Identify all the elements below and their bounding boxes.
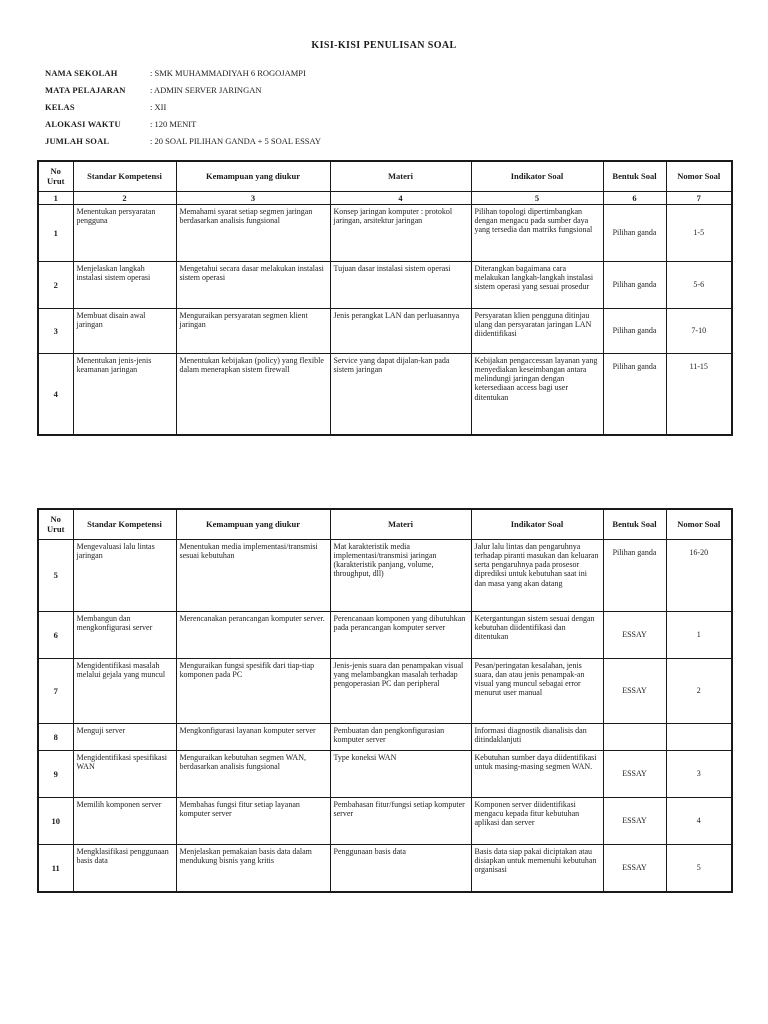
cell-kemampuan: Menguraikan fungsi spesifik dari tiap-tiap komponen pada PC	[176, 658, 330, 723]
cell-materi: Penggunaan basis data	[330, 844, 471, 892]
cell-bentuk-soal: ESSAY	[603, 750, 666, 797]
cell-no-urut: 2	[38, 261, 73, 308]
cell-indikator-soal: Pesan/peringatan kesalahan, jenis suara, dan atau jenis penampak-an visual yang muncul sebagai error menurut user manual	[471, 658, 603, 723]
cell-standar-kompetensi: Memilih komponen server	[73, 797, 176, 844]
cell-bentuk-soal: ESSAY	[603, 611, 666, 658]
cell-nomor-soal: 4	[666, 797, 732, 844]
col-number: 4	[330, 191, 471, 204]
cell-bentuk-soal: Pilihan ganda	[603, 261, 666, 308]
cell-standar-kompetensi: Menentukan jenis-jenis keamanan jaringan	[73, 353, 176, 435]
cell-indikator-soal: Kebutuhan sumber daya diidentifikasi untuk masing-masing segmen WAN.	[471, 750, 603, 797]
cell-standar-kompetensi: Mengidentifikasi spesifikasi WAN	[73, 750, 176, 797]
cell-nomor-soal: 5	[666, 844, 732, 892]
cell-standar-kompetensi: Membangun dan mengkonfigurasi server	[73, 611, 176, 658]
document-info-block	[45, 68, 605, 153]
column-number-row	[38, 191, 732, 204]
cell-materi: Konsep jaringan komputer : protokol jaringan, arsitektur jaringan	[330, 204, 471, 261]
table-row	[38, 204, 732, 261]
info-row-jumlah-soal	[45, 136, 605, 153]
cell-kemampuan: Menguraikan kebutuhan segmen WAN, berdasarkan analisis fungsional	[176, 750, 330, 797]
cell-kemampuan: Menentukan media implementasi/transmisi sesuai kebutuhan	[176, 539, 330, 611]
kisi-kisi-table-2	[37, 508, 733, 893]
table-row	[38, 797, 732, 844]
col-number: 1	[38, 191, 73, 204]
cell-indikator-soal: Informasi diagnostik dianalisis dan ditindaklanjuti	[471, 723, 603, 750]
cell-materi: Mat karakteristik media implementasi/transmisi jaringan (karakteristik panjang, volume, throughput, dll)	[330, 539, 471, 611]
cell-materi: Tujuan dasar instalasi sistem operasi	[330, 261, 471, 308]
cell-no-urut: 11	[38, 844, 73, 892]
table-row	[38, 308, 732, 353]
col-header-no-urut: No Urut	[38, 509, 73, 539]
cell-nomor-soal: 1	[666, 611, 732, 658]
cell-indikator-soal: Komponen server diidentifikasi mengacu kepada fitur kebutuhan aplikasi dan server	[471, 797, 603, 844]
cell-standar-kompetensi: Mengidentifikasi masalah melalui gejala yang muncul	[73, 658, 176, 723]
col-header-indikator-soal: Indikator Soal	[471, 161, 603, 191]
col-header-bentuk-soal: Bentuk Soal	[603, 509, 666, 539]
cell-indikator-soal: Pilihan topologi dipertimbangkan dengan mengacu pada sumber daya yang tersedia dan matriks fungsional	[471, 204, 603, 261]
table-row	[38, 261, 732, 308]
cell-nomor-soal: 5-6	[666, 261, 732, 308]
cell-standar-kompetensi: Mengklasifikasi penggunaan basis data	[73, 844, 176, 892]
cell-no-urut: 4	[38, 353, 73, 435]
table-header-row	[38, 509, 732, 539]
table-row	[38, 353, 732, 435]
cell-no-urut: 7	[38, 658, 73, 723]
col-header-nomor-soal: Nomor Soal	[666, 161, 732, 191]
cell-standar-kompetensi: Mengevaluasi lalu lintas jaringan	[73, 539, 176, 611]
col-header-standar-kompetensi: Standar Kompetensi	[73, 161, 176, 191]
cell-bentuk-soal: Pilihan ganda	[603, 353, 666, 435]
cell-bentuk-soal: Pilihan ganda	[603, 204, 666, 261]
table-row	[38, 539, 732, 611]
info-row-alokasi-waktu	[45, 119, 605, 136]
cell-bentuk-soal	[603, 723, 666, 750]
table-row	[38, 611, 732, 658]
info-label: MATA PELAJARAN	[45, 85, 126, 95]
kisi-kisi-table-1	[37, 160, 733, 436]
cell-nomor-soal: 16-20	[666, 539, 732, 611]
cell-materi: Perencanaan komponen yang dibutuhkan pada perancangan komputer server	[330, 611, 471, 658]
page-title: KISI-KISI PENULISAN SOAL	[311, 40, 457, 51]
cell-nomor-soal: 2	[666, 658, 732, 723]
info-value: : 20 SOAL PILIHAN GANDA + 5 SOAL ESSAY	[150, 136, 322, 146]
info-value: : SMK MUHAMMADIYAH 6 ROGOJAMPI	[150, 68, 306, 78]
cell-materi: Service yang dapat dijalan-kan pada sistem jaringan	[330, 353, 471, 435]
col-header-bentuk-soal: Bentuk Soal	[603, 161, 666, 191]
cell-kemampuan: Memahami syarat setiap segmen jaringan berdasarkan analisis fungsional	[176, 204, 330, 261]
table-row	[38, 844, 732, 892]
cell-no-urut: 3	[38, 308, 73, 353]
col-header-no-urut: No Urut	[38, 161, 73, 191]
cell-bentuk-soal: Pilihan ganda	[603, 308, 666, 353]
cell-indikator-soal: Jalur lalu lintas dan pengaruhnya terhadap piranti masukan dan keluaran serta pengaruhnya pada prosesor diprediksi untuk kebutuhan saat ini dan masa yang akan datang	[471, 539, 603, 611]
col-header-standar-kompetensi: Standar Kompetensi	[73, 509, 176, 539]
cell-indikator-soal: Persyaratan klien pengguna ditinjau ulang dan persyaratan jaringan LAN diidentifikasi	[471, 308, 603, 353]
cell-no-urut: 9	[38, 750, 73, 797]
info-row-nama-sekolah	[45, 68, 605, 85]
cell-no-urut: 6	[38, 611, 73, 658]
cell-bentuk-soal: ESSAY	[603, 844, 666, 892]
cell-indikator-soal: Basis data siap pakai diciptakan atau disiapkan untuk memenuhi kebutuhan organisasi	[471, 844, 603, 892]
cell-kemampuan: Mengetahui secara dasar melakukan instalasi sistem operasi	[176, 261, 330, 308]
col-number: 5	[471, 191, 603, 204]
cell-bentuk-soal: ESSAY	[603, 797, 666, 844]
cell-indikator-soal: Diterangkan bagaimana cara melakukan langkah-langkah instalasi sistem operasi yang sesuai prosedur	[471, 261, 603, 308]
cell-nomor-soal: 1-5	[666, 204, 732, 261]
cell-no-urut: 10	[38, 797, 73, 844]
col-header-kemampuan: Kemampuan yang diukur	[176, 509, 330, 539]
info-value: : 120 MENIT	[150, 119, 197, 129]
col-header-materi: Materi	[330, 509, 471, 539]
cell-materi: Jenis perangkat LAN dan perluasannya	[330, 308, 471, 353]
col-number: 6	[603, 191, 666, 204]
info-label: KELAS	[45, 102, 75, 112]
info-row-mata-pelajaran	[45, 85, 605, 102]
cell-kemampuan: Membahas fungsi fitur setiap layanan komputer server	[176, 797, 330, 844]
col-header-kemampuan: Kemampuan yang diukur	[176, 161, 330, 191]
cell-standar-kompetensi: Menguji server	[73, 723, 176, 750]
cell-materi: Pembahasan fitur/fungsi setiap komputer server	[330, 797, 471, 844]
info-value: : ADMIN SERVER JARINGAN	[150, 85, 262, 95]
cell-nomor-soal: 3	[666, 750, 732, 797]
col-header-materi: Materi	[330, 161, 471, 191]
cell-materi: Jenis-jenis suara dan penampakan visual yang melambangkan masalah terhadap pengoperasian PC dan peripheral	[330, 658, 471, 723]
cell-standar-kompetensi: Membuat disain awal jaringan	[73, 308, 176, 353]
cell-nomor-soal	[666, 723, 732, 750]
info-row-kelas	[45, 102, 605, 119]
cell-no-urut: 5	[38, 539, 73, 611]
info-label: JUMLAH SOAL	[45, 136, 110, 146]
cell-no-urut: 8	[38, 723, 73, 750]
cell-nomor-soal: 11-15	[666, 353, 732, 435]
cell-kemampuan: Menjelaskan pemakaian basis data dalam mendukung bisnis yang kritis	[176, 844, 330, 892]
cell-materi: Pembuatan dan pengkonfigurasian komputer server	[330, 723, 471, 750]
col-header-nomor-soal: Nomor Soal	[666, 509, 732, 539]
cell-bentuk-soal: Pilihan ganda	[603, 539, 666, 611]
cell-standar-kompetensi: Menentukan persyaratan pengguna	[73, 204, 176, 261]
table-row	[38, 658, 732, 723]
cell-indikator-soal: Kebijakan pengaccessan layanan yang menyediakan keseimbangan antara melindungi jaringan dengan ketersediaan access bagi user ditentukan	[471, 353, 603, 435]
col-number: 7	[666, 191, 732, 204]
cell-materi: Type koneksi WAN	[330, 750, 471, 797]
cell-nomor-soal: 7-10	[666, 308, 732, 353]
cell-kemampuan: Merencanakan perancangan komputer server.	[176, 611, 330, 658]
info-label: ALOKASI WAKTU	[45, 119, 121, 129]
cell-kemampuan: Menguraikan persyaratan segmen klient jaringan	[176, 308, 330, 353]
info-label: NAMA SEKOLAH	[45, 68, 118, 78]
cell-kemampuan: Menentukan kebijakan (policy) yang flexible dalam menerapkan sistem firewall	[176, 353, 330, 435]
cell-kemampuan: Mengkonfigurasi layanan komputer server	[176, 723, 330, 750]
col-number: 3	[176, 191, 330, 204]
table-header-row	[38, 161, 732, 191]
col-number: 2	[73, 191, 176, 204]
cell-bentuk-soal: ESSAY	[603, 658, 666, 723]
info-value: : XII	[150, 102, 167, 112]
table-row	[38, 750, 732, 797]
cell-indikator-soal: Ketergantungan sistem sesuai dengan kebutuhan diidentifikasi dan ditentukan	[471, 611, 603, 658]
table-row	[38, 723, 732, 750]
cell-no-urut: 1	[38, 204, 73, 261]
col-header-indikator-soal: Indikator Soal	[471, 509, 603, 539]
cell-standar-kompetensi: Menjelaskan langkah instalasi sistem operasi	[73, 261, 176, 308]
